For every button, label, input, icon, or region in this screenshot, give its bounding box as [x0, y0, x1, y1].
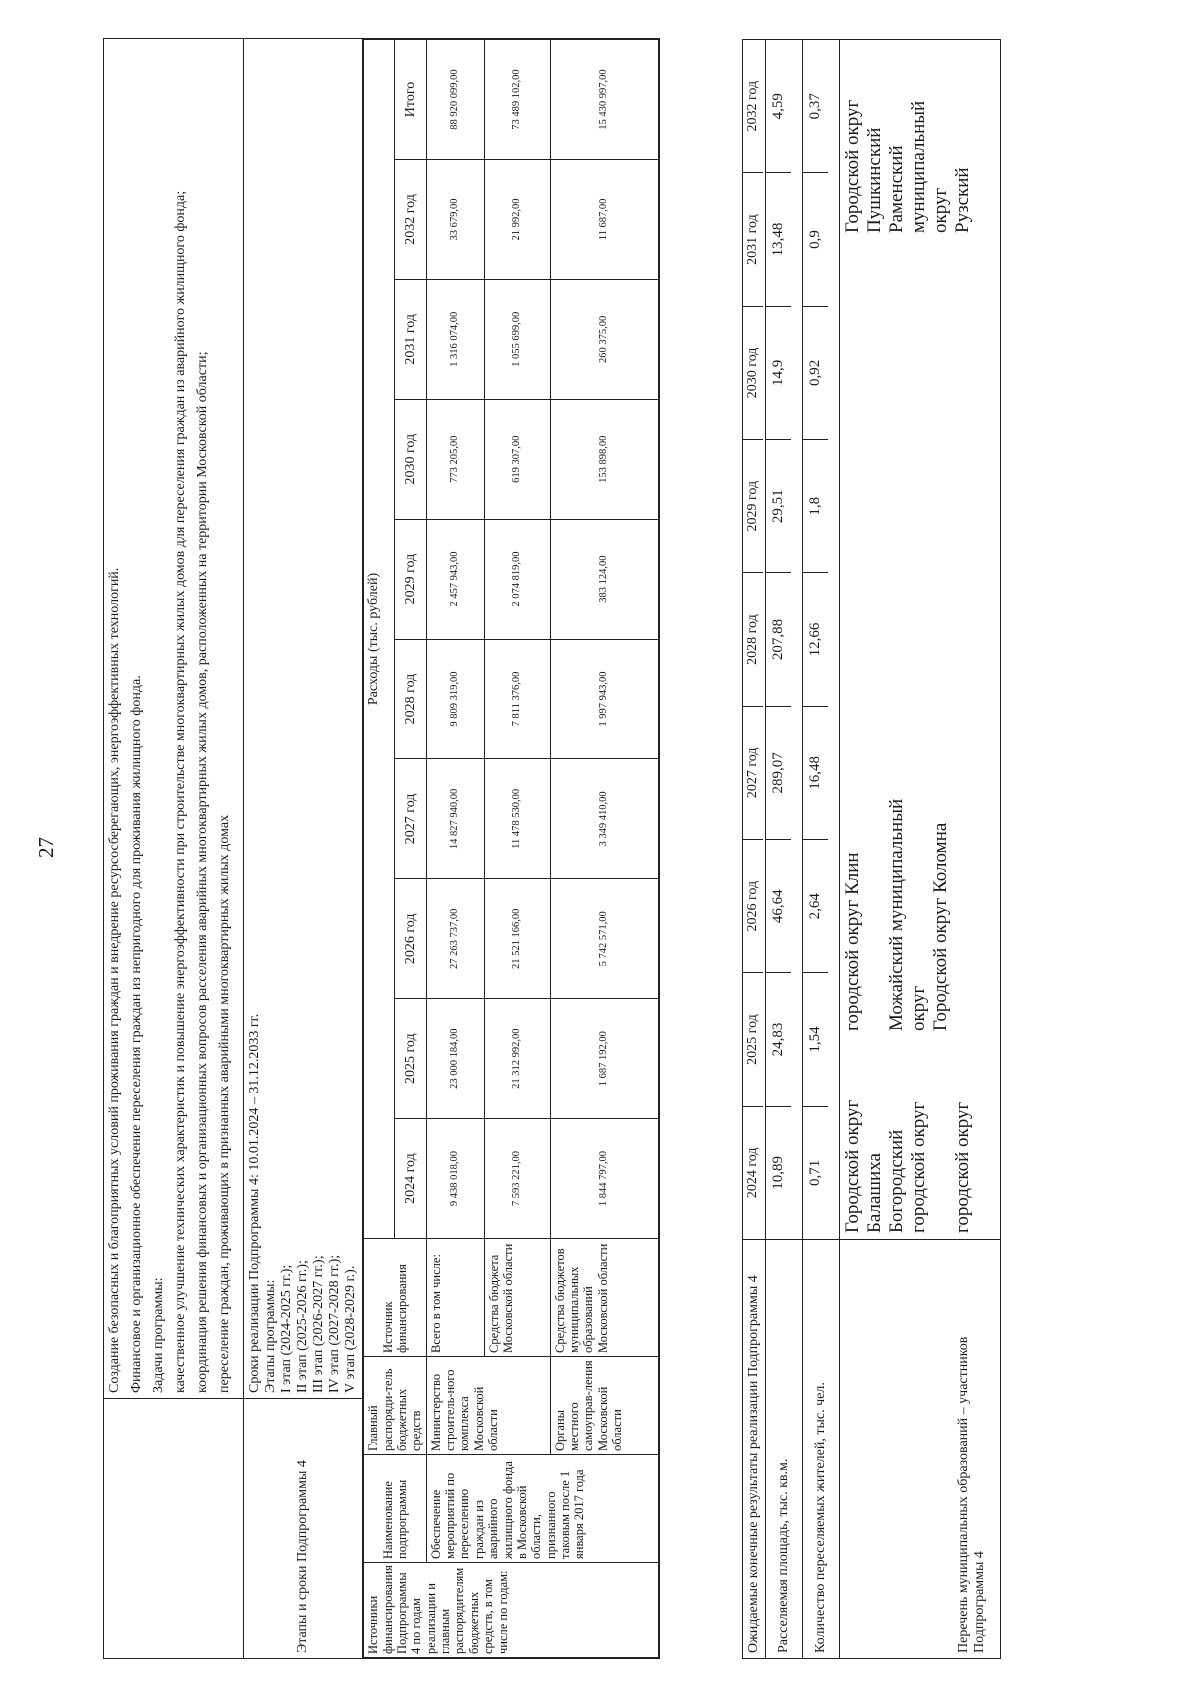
amount-cell: 7 593 221,00	[484, 1119, 550, 1239]
result-year: 2031 год	[743, 173, 763, 306]
area-value: 207,88	[766, 573, 791, 706]
amount-cell: 7 811 376,00	[484, 639, 550, 759]
amount-cell: 1 844 797,00	[550, 1119, 658, 1239]
finance-table	[363, 39, 659, 1658]
municipalities-row	[840, 40, 1001, 1659]
municipalities-label: Перечень муниципальных образований – участников Подпрограммы 4	[840, 1240, 1001, 1659]
amount-cell: 14 827 940,00	[426, 759, 484, 879]
manager-local: Органы местного самоуправ-ления Московской области	[550, 1357, 658, 1455]
residents-values-cell	[803, 40, 840, 1240]
task-item: переселение граждан, проживающих в признанных аварийными многоквартирных жилых домах	[217, 814, 233, 1393]
municipality-line: городской округ	[907, 1101, 929, 1233]
task-item: качественное улучшение технических характеристик и повышение энергоэффективности при строительстве многоквартирных жилых домов для переселения граждан из аварийного жилищного фонда;	[173, 190, 189, 1393]
amount-cell: 88 920 099,00	[426, 40, 484, 160]
goals-cell	[104, 39, 244, 1399]
amount-cell: 1 316 074,00	[426, 279, 484, 399]
amount-cell: 11 478 530,00	[484, 759, 550, 879]
goals-row	[104, 39, 244, 1659]
finance-cell	[363, 39, 660, 1659]
amount-cell: 9 438 018,00	[426, 1119, 484, 1239]
results-label: Ожидаемые конечные результаты реализации Подпрограммы 4	[743, 1240, 766, 1659]
results-table	[742, 39, 1001, 1659]
area-value: 10,89	[770, 1155, 787, 1190]
residents-value: 2,64	[803, 840, 828, 973]
area-value: 29,51	[766, 440, 791, 573]
amount-cell: 153 898,00	[550, 399, 658, 519]
year-header: 2028 год	[395, 639, 426, 759]
area-label: Расселяемая площадь, тыс. кв.м.	[766, 1240, 803, 1659]
residents-value: 0,71	[807, 1159, 824, 1186]
amount-cell: 2 457 943,00	[426, 519, 484, 639]
page-number: 27	[34, 837, 58, 858]
municipality-line: Рузский	[951, 167, 973, 233]
residents-value: 0,37	[803, 40, 828, 173]
amount-cell: 33 679,00	[426, 159, 484, 279]
municipality-line: Городской округ Коломна	[929, 822, 951, 1031]
amount-cell: 27 263 737,00	[426, 879, 484, 999]
municipality-line: округ	[907, 985, 929, 1031]
amount-cell: 21 312 992,00	[484, 999, 550, 1119]
col-expenses-header: Расходы (тыс. рублей)	[364, 40, 395, 1239]
municipalities-col-3	[842, 100, 973, 233]
stages-row	[243, 39, 363, 1659]
amount-cell: 11 687,00	[550, 159, 658, 279]
program-goal: Создание безопасных и благоприятных условий проживания граждан и внедрение ресурсосберегающих, энергоэффективных технологий.	[107, 567, 122, 1393]
result-year: 2030 год	[743, 307, 763, 440]
amount-cell: 1 997 943,00	[550, 639, 658, 759]
manager-ministry: Министерство строитель-ного комплекса Московской области	[426, 1357, 550, 1455]
stages-line: Этапы программы:	[262, 1279, 278, 1393]
year-header: 2026 год	[395, 879, 426, 999]
finance-label: Источники финансирования Подпрограммы 4 по годам реализации и главным распорядителям бюджетных средств, в том числе по годам:	[364, 1563, 659, 1658]
residents-value: 0,92	[803, 307, 828, 440]
year-header: Итого	[395, 40, 426, 160]
stages-line: IV этап (2027-2028 гг.);	[327, 1254, 343, 1393]
amount-cell: 15 430 997,00	[550, 40, 658, 160]
area-row	[766, 40, 803, 1659]
source-total: Всего в том числе:	[426, 1239, 484, 1357]
residents-label: Количество переселяемых жителей, тыс. чел.	[803, 1240, 840, 1659]
source-region-budget: Средства бюджета Московской области	[484, 1239, 550, 1357]
municipality-line: Пушкинский	[864, 127, 886, 233]
year-header: 2029 год	[395, 519, 426, 639]
result-year: 2028 год	[743, 573, 763, 706]
result-year: 2024 год	[745, 1147, 760, 1199]
col-source-header: Источник финансирования	[364, 1239, 427, 1357]
amount-cell: 9 809 319,00	[426, 639, 484, 759]
results-years-cell	[743, 40, 766, 1240]
municipality-line: Городской округ	[842, 99, 864, 233]
amount-cell: 2 074 819,00	[484, 519, 550, 639]
municipality-line: Городской округ	[842, 1099, 864, 1233]
area-value: 14,9	[766, 307, 791, 440]
stages-line: Сроки реализации Подпрограммы 4: 10.01.2024 – 31.12.2033 гг.	[246, 1013, 262, 1393]
amount-cell: 1 687 192,00	[550, 999, 658, 1119]
program-purpose: Финансовое и организационное обеспечение переселения граждан из непригодного для проживания жилищного фонда.	[129, 675, 145, 1393]
year-header: 2032 год	[395, 159, 426, 279]
area-value: 46,64	[766, 840, 791, 973]
area-value: 4,59	[766, 40, 791, 173]
results-row	[743, 40, 766, 1659]
stages-line: II этап (2025-2026 гг.);	[294, 1260, 310, 1393]
municipalities-col-1	[842, 1100, 973, 1233]
amount-cell: 773 205,00	[426, 399, 484, 519]
amount-cell: 3 349 410,00	[550, 759, 658, 879]
municipality-line: муниципальный	[907, 100, 929, 233]
stages-cell	[243, 39, 363, 1399]
municipality-line: Балашиха	[864, 1153, 886, 1233]
municipality-line: Раменский	[885, 145, 907, 233]
amount-cell: 23 000 184,00	[426, 999, 484, 1119]
result-year: 2029 год	[743, 440, 763, 573]
area-values-cell	[766, 40, 803, 1240]
year-header: 2024 год	[395, 1119, 426, 1239]
finance-row	[363, 39, 660, 1659]
result-year: 2026 год	[743, 840, 763, 973]
passport-table	[103, 38, 660, 1659]
residents-value: 1,54	[803, 973, 828, 1106]
program-name: Обеспечение мероприятий по переселению граждан из аварийного жилищного фонда в Московской области, признанного таковым после 1 января 2017 года	[426, 1455, 658, 1563]
result-year: 2027 год	[743, 707, 763, 840]
residents-value: 16,48	[803, 707, 828, 840]
task-item: координация решения финансовых и организационных вопросов расселения аварийных многоквартирных жилых домов, расположенных на территории Московской области;	[195, 351, 211, 1393]
source-municipal-budget: Средства бюджетов муниципальных образований Московской области	[550, 1239, 658, 1357]
tasks-title: Задачи программы:	[151, 1277, 167, 1393]
year-header: 2030 год	[395, 399, 426, 519]
stages-line: V этап (2028-2029 г.).	[343, 1265, 359, 1393]
amount-cell: 73 489 102,00	[484, 40, 550, 160]
municipality-line: Можайский муниципальный	[885, 798, 907, 1031]
residents-value: 1,8	[803, 440, 828, 573]
col-name-header: Наименование подпрограммы	[364, 1455, 427, 1563]
municipalities-col-2	[842, 799, 951, 1031]
amount-cell: 260 375,00	[550, 279, 658, 399]
amount-cell: 5 742 571,00	[550, 879, 658, 999]
area-value: 13,48	[766, 173, 791, 306]
result-year: 2032 год	[743, 40, 763, 173]
goals-label-cell	[104, 1399, 244, 1659]
residents-value: 12,66	[803, 573, 828, 706]
municipality-line	[864, 799, 886, 1031]
year-header: 2031 год	[395, 279, 426, 399]
municipality-line: Богородский	[885, 1129, 907, 1233]
stages-line: I этап (2024-2025 гг.);	[278, 1264, 294, 1393]
stages-label: Этапы и сроки Подпрограммы 4	[243, 1399, 363, 1659]
municipalities-cell	[840, 40, 1001, 1240]
amount-cell: 21 992,00	[484, 159, 550, 279]
municipality-line: городской округ	[951, 1101, 973, 1233]
area-value: 24,83	[766, 973, 791, 1106]
municipality-line: городской округ Клин	[842, 852, 864, 1031]
result-year: 2025 год	[743, 973, 763, 1106]
amount-cell: 619 307,00	[484, 399, 550, 519]
year-header: 2027 год	[395, 759, 426, 879]
amount-cell: 21 521 166,00	[484, 879, 550, 999]
amount-cell: 1 055 699,00	[484, 279, 550, 399]
area-value: 289,07	[766, 707, 791, 840]
amount-cell: 383 124,00	[550, 519, 658, 639]
municipality-line	[930, 1100, 952, 1233]
residents-value: 0,9	[803, 173, 828, 306]
col-manager-header: Главный распоряди-тель бюджетных средств	[364, 1357, 427, 1455]
municipality-line: округ	[929, 187, 951, 233]
year-header: 2025 год	[395, 999, 426, 1119]
residents-row	[803, 40, 840, 1659]
stages-line: III этап (2026-2027 гг.);	[310, 1255, 326, 1393]
